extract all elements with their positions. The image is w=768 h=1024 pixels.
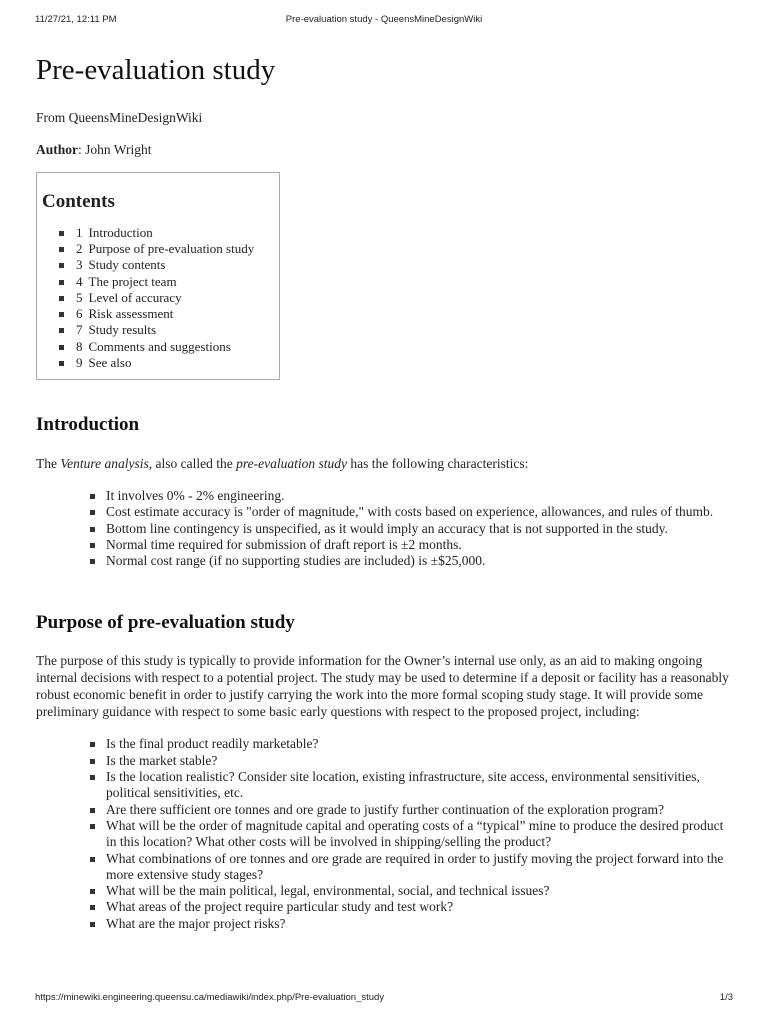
section-heading-purpose: Purpose of pre-evaluation study [36, 611, 295, 633]
list-item-text: Bottom line contingency is unspecified, as it would imply an accuracy that is not supported in the study. [106, 520, 668, 536]
print-header [35, 14, 733, 28]
toc-item-project-team[interactable] [59, 274, 279, 290]
list-item [90, 553, 736, 569]
toc-label[interactable]: Purpose of pre-evaluation study [88, 240, 255, 256]
bullet-icon [90, 559, 95, 564]
bullet-icon [59, 263, 64, 268]
toc-item-level-of-accuracy[interactable] [59, 290, 279, 306]
bullet-icon [90, 808, 95, 813]
list-item [90, 488, 736, 504]
author-label: Author [36, 141, 79, 157]
list-item-text: What combinations of ore tonnes and ore grade are required in order to justify moving the project forward into the more extensive study stages? [106, 850, 724, 882]
toc-label[interactable]: Introduction [88, 224, 153, 240]
list-item [90, 537, 736, 553]
list-item-text: What will be the order of magnitude capital and operating costs of a “typical” mine to produce the desired product in this location? What other costs will be involved in shipping/selling the product? [106, 817, 724, 850]
author-name: : John Wright [78, 141, 152, 157]
bullet-icon [90, 742, 95, 747]
bullet-icon [90, 922, 95, 927]
introduction-bullet-list [36, 488, 736, 569]
bullet-icon [59, 280, 64, 285]
list-item [90, 802, 736, 818]
list-item [90, 504, 736, 520]
list-item [90, 736, 736, 752]
bullet-icon [90, 494, 95, 499]
toc-number: 7 [76, 322, 83, 338]
list-item-text: Normal cost range (if no supporting studies are included) is ±$25,000. [106, 553, 486, 569]
bullet-icon [90, 527, 95, 532]
toc-item-introduction[interactable] [59, 225, 279, 241]
purpose-bullet-list [36, 736, 736, 932]
article-content [36, 52, 736, 932]
toc-label[interactable]: See also [88, 355, 132, 371]
toc-number: 1 [76, 224, 83, 240]
bullet-icon [90, 857, 95, 862]
toc-number: 3 [76, 257, 83, 273]
toc-list [42, 225, 279, 372]
toc-item-purpose[interactable] [59, 241, 279, 257]
list-item [90, 916, 736, 932]
toc-label[interactable]: Risk assessment [88, 306, 174, 322]
print-page-number: 1/3 [719, 992, 733, 1003]
bullet-icon [90, 889, 95, 894]
paragraph-text: has the following characteristics: [346, 456, 529, 472]
bullet-icon [59, 328, 64, 333]
print-footer [35, 992, 733, 1006]
toc-item-see-also[interactable] [59, 355, 279, 371]
bullet-icon [90, 905, 95, 910]
bullet-icon [59, 247, 64, 252]
toc-number: 8 [76, 338, 83, 354]
bullet-icon [90, 775, 95, 780]
list-item-text: What areas of the project require particular study and test work? [106, 899, 454, 915]
list-item [90, 521, 736, 537]
list-item-text: Are there sufficient ore tonnes and ore grade to justify further continuation of the exploration program? [106, 801, 664, 817]
toc-item-comments[interactable] [59, 339, 279, 355]
list-item-text: Is the final product readily marketable? [106, 736, 319, 752]
section-heading-introduction: Introduction [36, 414, 140, 436]
toc-label[interactable]: Study results [88, 322, 157, 338]
toc-number: 2 [76, 240, 83, 256]
paragraph-text: The [36, 456, 61, 472]
venture-analysis-term: Venture analysis [60, 456, 149, 472]
list-item-text: It involves 0% - 2% engineering. [106, 488, 285, 504]
toc-item-risk-assessment[interactable] [59, 306, 279, 322]
bullet-icon [90, 543, 95, 548]
page-title: Pre-evaluation study [36, 54, 276, 86]
author-line [36, 142, 736, 158]
pre-evaluation-term: pre-evaluation study [236, 456, 347, 472]
list-item-text: What will be the main political, legal, environmental, social, and technical issues? [106, 883, 550, 899]
list-item [90, 769, 736, 802]
toc-label[interactable]: The project team [88, 273, 177, 289]
toc-number: 6 [76, 306, 83, 322]
bullet-icon [59, 296, 64, 301]
bullet-icon [90, 824, 95, 829]
bullet-icon [90, 510, 95, 515]
list-item-text: What are the major project risks? [106, 915, 286, 931]
introduction-paragraph [36, 455, 736, 472]
list-item [90, 899, 736, 915]
list-item-text: Normal time required for submission of draft report is ±2 months. [106, 537, 462, 553]
list-item [90, 818, 736, 851]
bullet-icon [59, 312, 64, 317]
list-item-text: Is the location realistic? Consider site location, existing infrastructure, site access, environmental sensitivities, political sensitivities, etc. [106, 769, 700, 801]
list-item [90, 753, 736, 769]
purpose-paragraph: The purpose of this study is typically to provide information for the Owner’s internal use only, as an aid to making ongoing internal decisions with respect to a potential project. The study may be used to determine if a deposit or facility has a reasonably robust economic benefit in order to justify carrying the work into the more formal scoping study stage. It will provide some preliminary guidance with respect to some basic early questions with respect to the proposed project, including: [36, 653, 729, 720]
toc-heading: Contents [42, 190, 115, 212]
section-spacer [36, 570, 736, 612]
toc-item-study-contents[interactable] [59, 257, 279, 273]
print-url: https://minewiki.engineering.queensu.ca/mediawiki/index.php/Pre-evaluation_study [35, 992, 385, 1003]
list-item-text: Is the market stable? [106, 752, 218, 768]
bullet-icon [90, 759, 95, 764]
toc-number: 4 [76, 273, 83, 289]
list-item [90, 851, 736, 884]
paragraph-text: , also called the [148, 456, 237, 472]
print-page-title: Pre-evaluation study - QueensMineDesignWiki [285, 14, 483, 25]
bullet-icon [59, 345, 64, 350]
bullet-icon [59, 231, 64, 236]
list-item [90, 883, 736, 899]
print-timestamp: 11/27/21, 12:11 PM [35, 14, 117, 25]
bullet-icon [59, 361, 64, 366]
toc-item-study-results[interactable] [59, 322, 279, 338]
toc-label[interactable]: Comments and suggestions [88, 338, 231, 354]
toc-number: 9 [76, 355, 83, 371]
toc-number: 5 [76, 289, 83, 305]
list-item-text: Cost estimate accuracy is "order of magnitude," with costs based on experience, allowances, and rules of thumb. [106, 504, 714, 520]
toc-label[interactable]: Level of accuracy [88, 289, 182, 305]
toc-label[interactable]: Study contents [88, 257, 166, 273]
table-of-contents [36, 172, 280, 381]
site-subtitle: From QueensMineDesignWiki [36, 109, 203, 125]
